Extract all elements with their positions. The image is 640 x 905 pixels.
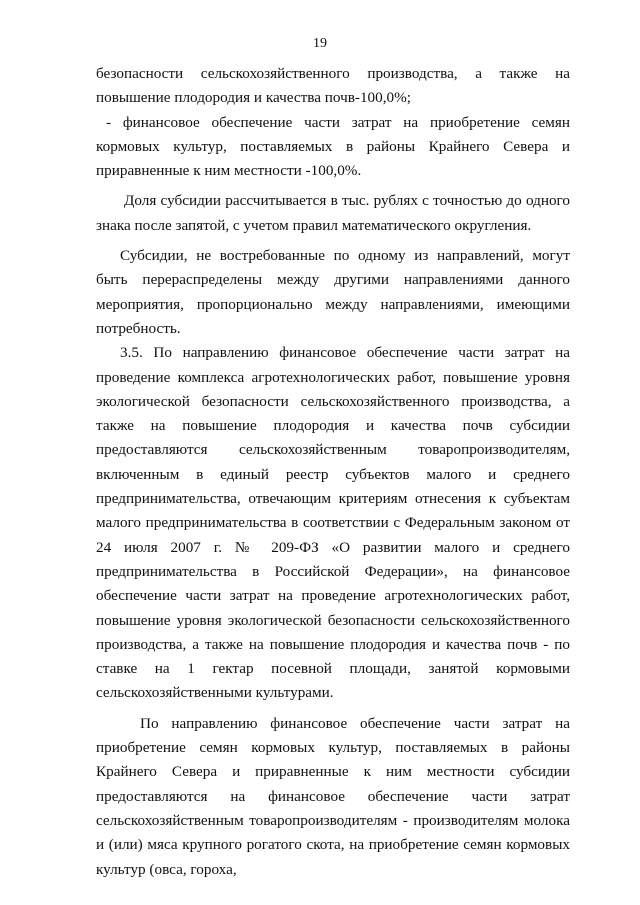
paragraph-seed-direction: По направлению финансовое обеспечение части затрат на приобретение семян кормовых культур, поставляемых в районы Крайнего Севера и приравненные к ним местности субсидии предоставляются на финансовое обеспечение части затрат сельскохозяйственным товаропроизводителям - производителям молока и (или) мяса крупного рогатого скота, на приобретение семян кормовых культур (овса, гороха, bbox=[96, 714, 570, 878]
paragraph-subsidy-share: Доля субсидии рассчитывается в тыс. рублях с точностью до одного знака после запятой, с учетом правил математического округления. bbox=[96, 192, 570, 234]
paragraph-section-3-5: 3.5. По направлению финансовое обеспечение части затрат на проведение комплекса агротехнологических работ, повышение уровня экологической безопасности сельскохозяйственного производства, а также на повышение плодородия и качества почв субсидии предоставляются сельскохозяйственным товаропроизводителям, включенным в единый реестр субъектов малого и среднего предпринимательства, отвечающим критериям отнесения к субъектам малого предпринимательства в соответствии с Федеральным законом от 24 июля 2007 г. № 209-ФЗ «О развитии малого и среднего предпринимательства в Российской Федерации», на финансовое обеспечение части затрат на проведение агротехнологических работ, повышение уровня экологической безопасности сельскохозяйственного производства, а также на повышение плодородия и качества почв - по ставке на 1 гектар посевной площади, занятой кормовыми сельскохозяйственными культурами. bbox=[96, 344, 570, 702]
paragraph-redistribution: Субсидии, не востребованные по одному из направлений, могут быть перераспределены между другими направлениями данного мероприятия, пропорционально между направлениями, имеющими потребность. bbox=[96, 247, 570, 337]
paragraph-list-item-seeds: - финансовое обеспечение части затрат на приобретение семян кормовых культур, поставляемых в районы Крайнего Севера и приравненные к ним местности -100,0%. bbox=[96, 113, 570, 180]
document-body bbox=[96, 62, 570, 882]
page-number: 19 bbox=[313, 36, 327, 51]
paragraph-continuation: безопасности сельскохозяйственного производства, а также на повышение плодородия и качества почв-100,0%; bbox=[96, 65, 570, 107]
